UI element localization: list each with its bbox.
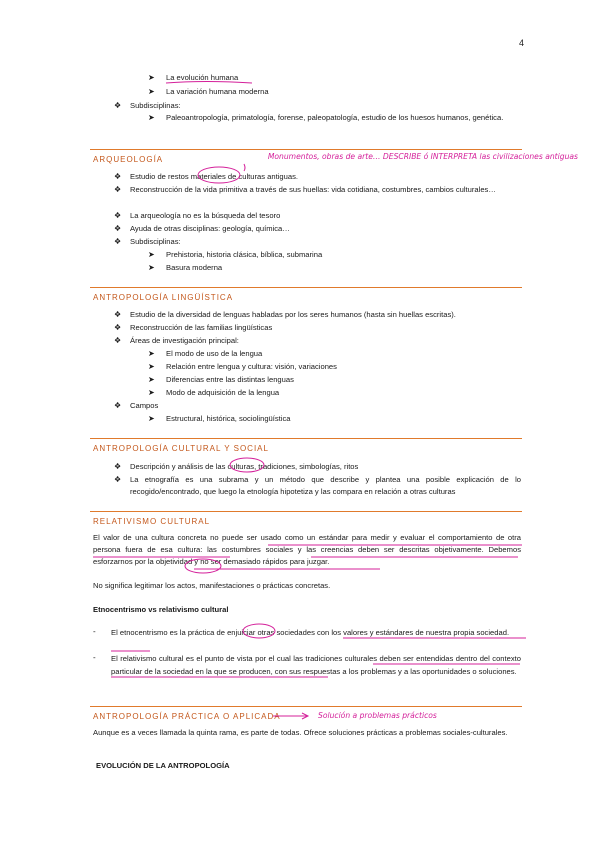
diamond-bullet-icon: ❖ <box>114 475 122 484</box>
arrow-bullet-icon: ➤ <box>148 113 155 122</box>
section-divider <box>90 287 522 288</box>
diamond-bullet-icon: ❖ <box>114 101 122 110</box>
list-item: Paleoantropología, primatología, forense, paleopatología, estudio de los huesos humanos, genética. <box>166 113 504 122</box>
arrow-bullet-icon: ➤ <box>148 414 155 423</box>
paragraph: El valor de una cultura concreta no puede ser usado como un estándar para medir y evaluar el comportamiento de otra persona fuera de esa cultura: las costumbres sociales y las creencias deben ser descritas objetivamente. Debemos esforzarnos por la objetividad y no ser demasiado rápidos para juzgar. <box>93 533 521 566</box>
arrow-bullet-icon: ➤ <box>148 263 155 272</box>
list-item: Estudio de la diversidad de lenguas habladas por los seres humanos (hasta sin huellas escritas). <box>130 310 456 319</box>
list-item: La variación humana moderna <box>166 87 269 96</box>
diamond-bullet-icon: ❖ <box>114 323 122 332</box>
list-item: Reconstrucción de las familias lingüísticas <box>130 323 273 332</box>
arrow-bullet-icon: ➤ <box>148 375 155 384</box>
diamond-bullet-icon: ❖ <box>114 310 122 319</box>
diamond-bullet-icon: ❖ <box>114 224 122 233</box>
list-item: Relación entre lengua y cultura: visión, variaciones <box>166 362 337 371</box>
list-item: Campos <box>130 401 159 410</box>
diamond-bullet-icon: ❖ <box>114 185 122 194</box>
list-item: Ayuda de otras disciplinas: geología, química… <box>130 224 290 233</box>
arrow-bullet-icon: ➤ <box>148 250 155 259</box>
diamond-bullet-icon: ❖ <box>114 211 122 220</box>
list-item: El relativismo cultural es el punto de vista por el cual las tradiciones culturales deben ser entendidas dentro del contexto particular de la sociedad en la que se producen, con sus respuestas a los problemas y a las oportunidades o soluciones. <box>111 654 521 676</box>
section-divider <box>90 706 522 707</box>
list-item: Prehistoria, historia clásica, bíblica, submarina <box>166 250 323 259</box>
list-item: Áreas de investigación principal: <box>130 336 239 345</box>
section-heading: ANTROPOLOGÍA LINGÜÍSTICA <box>93 293 234 302</box>
arrow-bullet-icon: ➤ <box>148 362 155 371</box>
arrow-bullet-icon: ➤ <box>148 349 155 358</box>
arrow-bullet-icon: ➤ <box>148 388 155 397</box>
list-item: Reconstrucción de la vida primitiva a través de sus huellas: vida cotidiana, costumbres, cambios culturales… <box>130 185 496 194</box>
list-item: Subdisciplinas: <box>130 237 181 246</box>
list-item: Estructural, histórica, sociolingüística <box>166 414 291 423</box>
list-item: Subdisciplinas: <box>130 101 181 110</box>
section-heading: ANTROPOLOGÍA PRÁCTICA O APLICADA <box>93 712 281 721</box>
paragraph: Aunque es a veces llamada la quinta rama, es parte de todas. Ofrece soluciones prácticas a problemas sociales-culturales. <box>93 728 508 737</box>
diamond-bullet-icon: ❖ <box>114 172 122 181</box>
arrow-bullet-icon: ➤ <box>148 87 155 96</box>
dash-bullet: - <box>93 653 96 662</box>
section-heading: RELATIVISMO CULTURAL <box>93 517 211 526</box>
list-item: Basura moderna <box>166 263 223 272</box>
list-item: El modo de uso de la lengua <box>166 349 263 358</box>
list-item: La etnografía es una subrama y un método que describe y plantea una posible explicación de lo recogido/encontrado, que luego la etnología hipotetiza y las compara en relación a otras culturas <box>130 475 521 496</box>
underline-mark <box>244 164 245 171</box>
dash-bullet: - <box>93 627 96 636</box>
section-heading: ARQUEOLOGÍA <box>93 155 164 164</box>
arrow-bullet-icon: ➤ <box>148 73 155 82</box>
list-item: Diferencias entre las distintas lenguas <box>166 375 294 384</box>
diamond-bullet-icon: ❖ <box>114 237 122 246</box>
subheading: EVOLUCIÓN DE LA ANTROPOLOGÍA <box>96 761 230 770</box>
section-divider <box>90 511 522 512</box>
diamond-bullet-icon: ❖ <box>114 336 122 345</box>
list-item: Modo de adquisición de la lengua <box>166 388 280 397</box>
section-divider <box>90 149 522 150</box>
list-item: La evolución humana <box>166 73 239 82</box>
handwritten-note: Monumentos, obras de arte… DESCRIBE ó INTERPRETA las civilizaciones antiguas <box>267 152 578 161</box>
page-number: 4 <box>518 38 524 48</box>
section-heading: ANTROPOLOGÍA CULTURAL Y SOCIAL <box>93 444 269 453</box>
diamond-bullet-icon: ❖ <box>114 401 122 410</box>
list-item: El etnocentrismo es la práctica de enjuiciar otras sociedades con los valores y estándares de nuestra propia sociedad. <box>111 628 510 637</box>
paragraph: No significa legitimar los actos, manifestaciones o prácticas concretas. <box>93 581 331 590</box>
subheading: Etnocentrismo vs relativismo cultural <box>93 605 229 614</box>
list-item: Estudio de restos materiales de culturas antiguas. <box>130 172 298 181</box>
section-divider <box>90 438 522 439</box>
handwritten-note: Solución a problemas prácticos <box>318 711 437 720</box>
diamond-bullet-icon: ❖ <box>114 462 122 471</box>
list-item: La arqueología no es la búsqueda del tesoro <box>130 211 281 220</box>
list-item: Descripción y análisis de las culturas, tradiciones, simbologías, ritos <box>130 462 359 471</box>
